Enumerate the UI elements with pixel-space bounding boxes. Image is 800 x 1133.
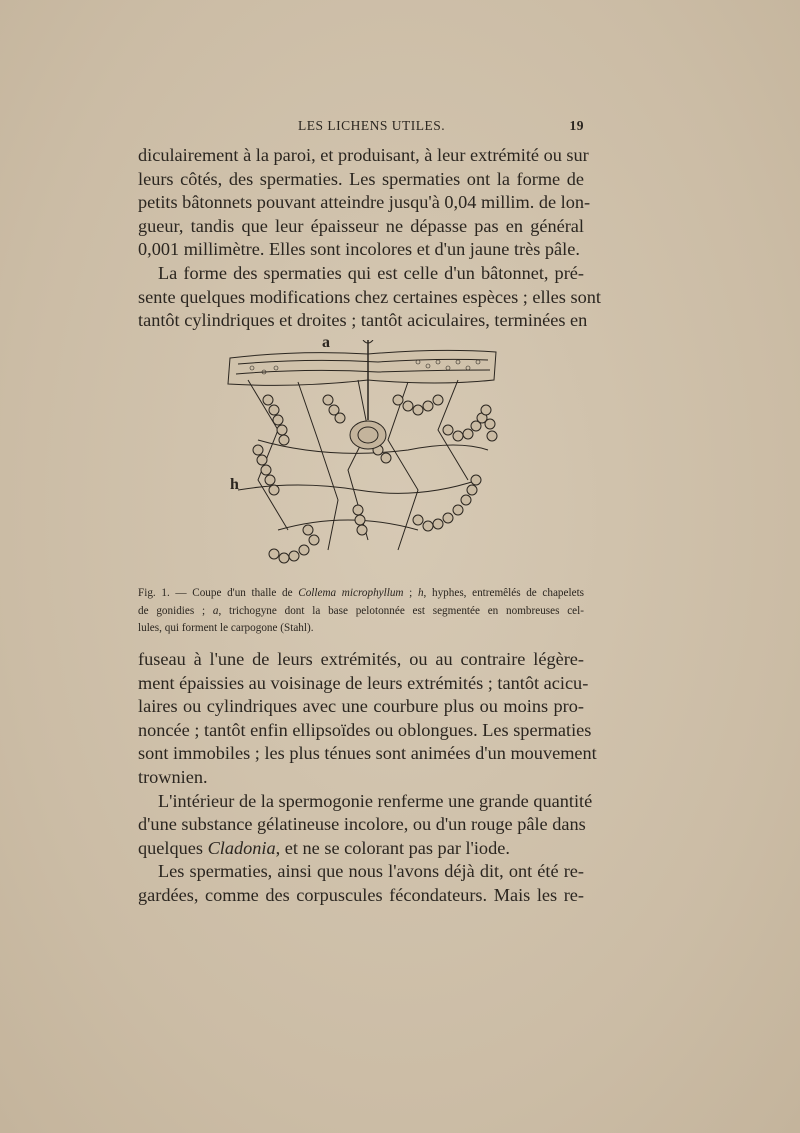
text-line: leurs côtés, des spermaties. Les spermaties ont la forme de xyxy=(138,168,584,189)
text-line: noncée ; tantôt enfin ellipsoïdes ou oblongues. Les spermaties xyxy=(138,719,592,740)
text-line: diculairement à la paroi, et produisant, à leur extrémité ou sur xyxy=(138,145,589,165)
thallus-section-drawing xyxy=(218,340,500,572)
paragraph-block-bottom xyxy=(138,648,597,908)
caption-line: de gonidies ; a, trichogyne dont la base pelotonnée est segmentée en nombreuses cel- xyxy=(138,604,584,617)
text-line: 0,001 millimètre. Elles sont incolores et d'un jaune très pâle. xyxy=(138,239,580,260)
text-line: L'intérieur de la spermogonie renferme une grande quantité xyxy=(158,790,593,811)
text-line: Les spermaties, ainsi que nous l'avons déjà dit, ont été re- xyxy=(158,861,584,882)
page-header xyxy=(138,118,584,138)
caption-species: Collema microphyllum xyxy=(298,587,404,599)
caption-line: Fig. 1. — Coupe d'un thalle de Collema microphyllum ; h, hyphes, entremêlés de chapelets xyxy=(138,587,585,599)
text-line: petits bâtonnets pouvant atteindre jusqu'à 0,04 millim. de lon- xyxy=(138,192,591,213)
text-line: gardées, comme des corpuscules fécondateurs. Mais les re- xyxy=(138,884,584,905)
text-line: gueur, tandis que leur épaisseur ne dépasse pas en général xyxy=(138,215,584,236)
genus-name: Cladonia xyxy=(207,837,276,858)
text-line: ment épaissies au voisinage de leurs extrémités ; tantôt acicu- xyxy=(138,672,589,693)
running-title: LES LICHENS UTILES. xyxy=(298,118,446,133)
figure-caption xyxy=(138,585,584,638)
text-line: d'une substance gélatineuse incolore, ou d'un rouge pâle dans xyxy=(138,814,586,835)
text-line: quelques Cladonia, et ne se colorant pas par l'iode. xyxy=(138,837,510,858)
page-number: 19 xyxy=(569,118,584,133)
text-line: sont immobiles ; les plus ténues sont animées d'un mouvement xyxy=(138,743,597,764)
caption-line: lules, qui forment le carpogone (Stahl). xyxy=(138,622,314,634)
figure-label-a: a xyxy=(322,334,330,351)
text-line: trownien. xyxy=(138,766,208,787)
figure-illustration xyxy=(218,334,500,572)
text-line: fuseau à l'une de leurs extrémités, ou au contraire légère- xyxy=(138,649,584,669)
text-line: La forme des spermaties qui est celle d'un bâtonnet, pré- xyxy=(158,262,584,283)
text-line: tantôt cylindriques et droites ; tantôt aciculaires, terminées en xyxy=(138,310,588,331)
figure-label-h: h xyxy=(230,476,239,493)
paragraph-block-top xyxy=(138,144,601,333)
text-line: sente quelques modifications chez certaines espèces ; elles sont xyxy=(138,286,601,307)
text-line: laires ou cylindriques avec une courbure plus ou moins pro- xyxy=(138,696,584,717)
